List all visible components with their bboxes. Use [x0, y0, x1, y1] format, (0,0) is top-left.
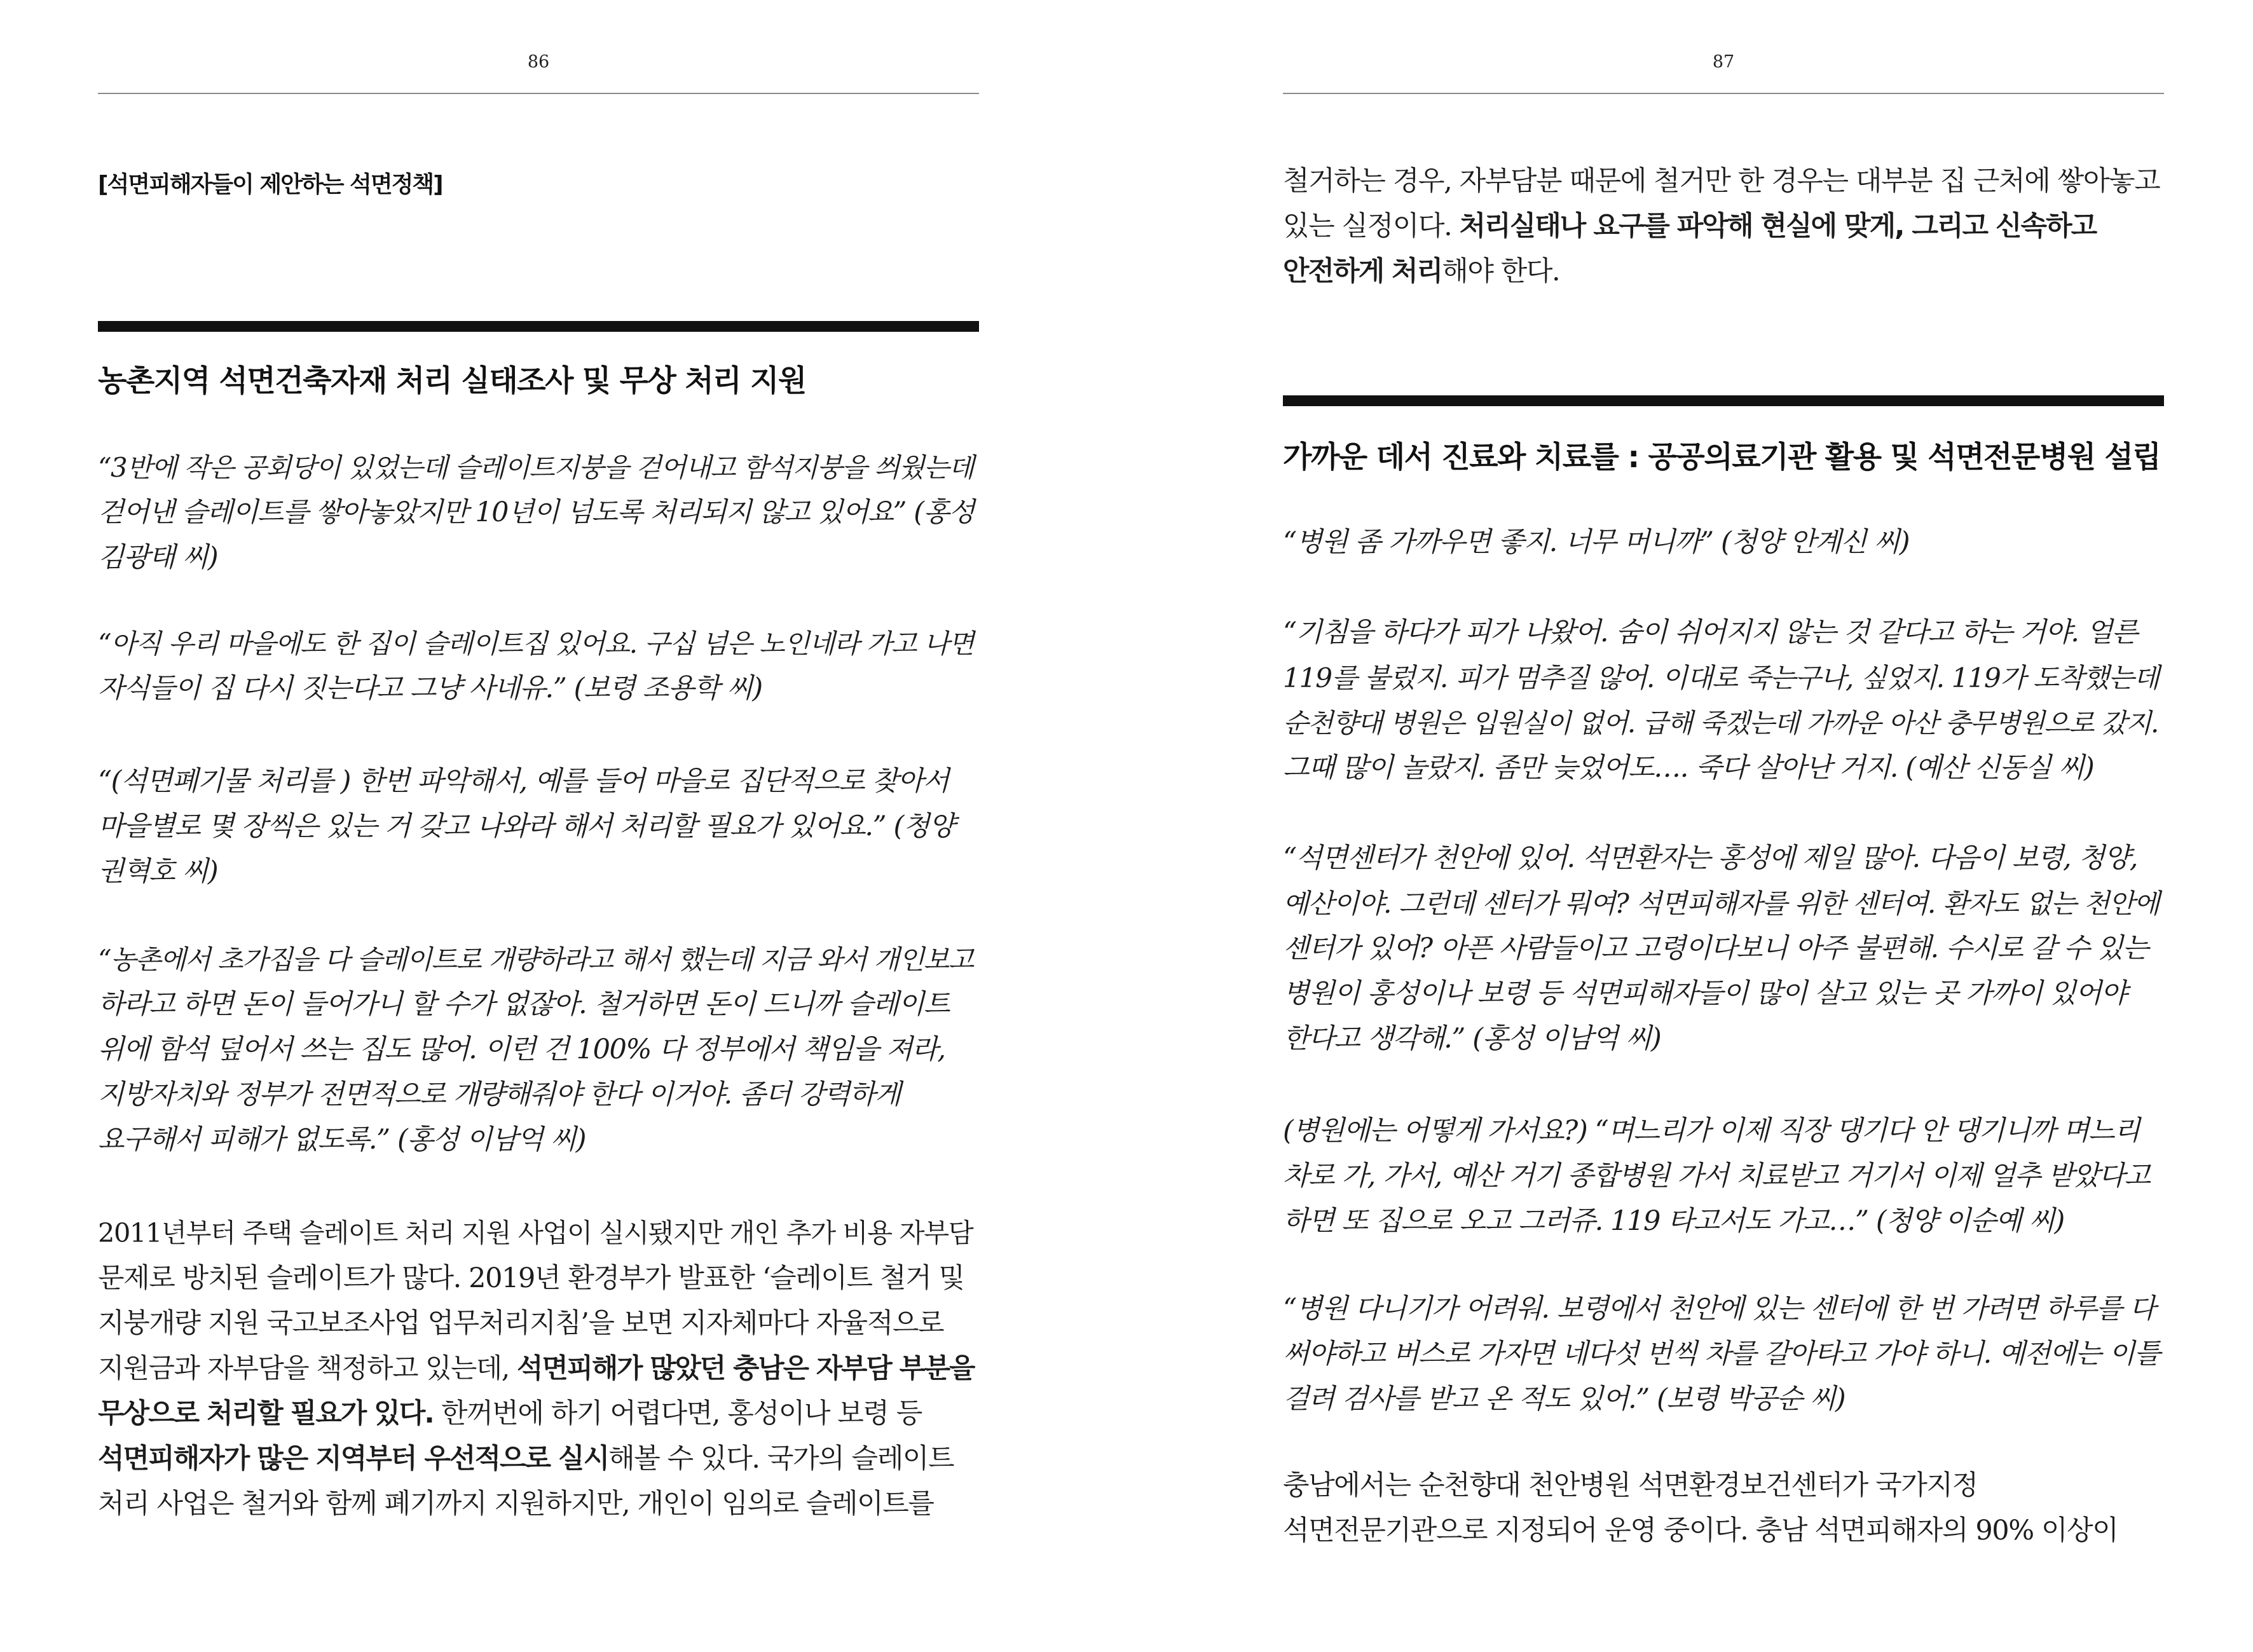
- quote-block: [1283, 520, 2164, 565]
- section-heading-left: 농촌지역 석면건축자재 처리 실태조사 및 무상 처리 지원: [98, 364, 806, 399]
- body-emphasis: 석면피해자가 많은 지역부터 우선적으로 실시: [98, 1443, 609, 1475]
- header-rule-left: [98, 93, 979, 94]
- quote-line: 권혁호 씨): [98, 856, 218, 887]
- page-number-left: 86: [527, 52, 550, 72]
- quote-block: [98, 621, 979, 711]
- body-emphasis: 석면피해가 많았던 충남은 자부담 부분을: [517, 1353, 975, 1384]
- quote-line: 그때 많이 놀랐지. 좀만 늦었어도…. 죽다 살아난 거지. (예산 신동실 씨): [1283, 752, 2094, 784]
- quote-block: [98, 937, 979, 1163]
- body-line: [1283, 249, 2164, 294]
- quote-block: [1283, 1287, 2164, 1422]
- body-text: 지원금과 자부담을 책정하고 있는데,: [98, 1353, 517, 1384]
- section-divider-right: [1283, 395, 2164, 406]
- section-divider-left: [98, 321, 979, 332]
- quote-line: 써야하고 버스로 가자면 네다섯 번씩 차를 갈아타고 가야 하니. 예전에는 이틀: [1283, 1338, 2160, 1370]
- quote-line: 병원이 홍성이나 보령 등 석면피해자들이 많이 살고 있는 곳 가까이 있어야: [1283, 978, 2126, 1009]
- quote-line: 하면 또 집으로 오고 그러쥬. 119 타고서도 가고…” (청양 이순예 씨): [1283, 1205, 2064, 1237]
- body-line: 철거하는 경우, 자부담분 때문에 철거만 한 경우는 대부분 집 근처에 쌓아놓고: [1283, 165, 2160, 197]
- quote-line: 걷어낸 슬레이트를 쌓아놓았지만 10년이 넘도록 처리되지 않고 있어요” (홍성: [98, 496, 975, 528]
- body-line: 석면전문기관으로 지정되어 운영 중이다. 충남 석면피해자의 90% 이상이: [1283, 1515, 2118, 1546]
- quote-line: “3반에 작은 공회당이 있었는데 슬레이트지붕을 걷어내고 함석지붕을 씌웠는데: [98, 452, 974, 483]
- body-emphasis: 처리실태나 요구를 파악해 현실에 맞게, 그리고 신속하고: [1459, 210, 2097, 242]
- quote-block: [1283, 610, 2164, 791]
- body-line: 2011년부터 주택 슬레이트 처리 지원 사업이 실시됐지만 개인 추가 비용 자부담: [98, 1218, 973, 1248]
- quote-line: “병원 좀 가까우면 좋지. 너무 머니까” (청양 안계신 씨): [1283, 526, 1910, 558]
- body-line: 지붕개량 지원 국고보조사업 업무처리지침’을 보면 지자체마다 자율적으로: [98, 1307, 944, 1339]
- body-line: 처리 사업은 철거와 함께 폐기까지 지원하지만, 개인이 임의로 슬레이트를: [98, 1488, 934, 1520]
- body-text: 해볼 수 있다. 국가의 슬레이트: [608, 1443, 954, 1475]
- quote-line: 센터가 있어? 아픈 사람들이고 고령이다보니 아주 불편해. 수시로 갈 수 있는: [1283, 932, 2148, 964]
- body-paragraph: [98, 1211, 979, 1527]
- quote-block: [98, 445, 979, 580]
- quote-line: 하라고 하면 돈이 들어가니 할 수가 없잖아. 철거하면 돈이 드니까 슬레이트: [98, 988, 950, 1020]
- quote-line: 요구해서 피해가 없도록.” (홍성 이남억 씨): [98, 1124, 586, 1156]
- quote-block: [1283, 836, 2164, 1062]
- quote-block: [98, 759, 979, 894]
- body-line: [1283, 204, 2164, 249]
- body-text: 있는 실정이다.: [1283, 210, 1460, 242]
- section-heading-right: 가까운 데서 진료와 치료를 : 공공의료기관 활용 및 석면전문병원 설립: [1283, 440, 2161, 475]
- body-emphasis: 안전하게 처리: [1283, 256, 1442, 287]
- quote-block: [1283, 1109, 2164, 1244]
- quote-line: 예산이야. 그런데 센터가 뭐여? 석면피해자를 위한 센터여. 환자도 없는 천안에: [1283, 888, 2160, 919]
- left-page: [98, 0, 979, 1652]
- body-emphasis: 무상으로 처리할 필요가 있다.: [98, 1398, 434, 1430]
- quote-line: 위에 함석 덮어서 쓰는 집도 많어. 이런 건 100% 다 정부에서 책임을 져라,: [98, 1034, 945, 1065]
- quote-line: “농촌에서 초가집을 다 슬레이트로 개량하라고 해서 했는데 지금 와서 개인보고: [98, 944, 973, 975]
- quote-line: 자식들이 집 다시 짓는다고 그냥 사네유.” (보령 조용학 씨): [98, 672, 762, 704]
- quote-line: 김광태 씨): [98, 542, 218, 573]
- quote-line: (병원에는 어떻게 가서요?) “며느리가 이제 직장 댕기다 안 댕기니까 며느리: [1283, 1115, 2140, 1147]
- body-text: 해야 한다.: [1442, 256, 1560, 287]
- section-label: [석면피해자들이 제안하는 석면정책]: [98, 172, 442, 198]
- body-line: 충남에서는 순천향대 천안병원 석면환경보건센터가 국가지정: [1283, 1470, 1978, 1501]
- quote-line: “병원 다니기가 어려워. 보령에서 천안에 있는 센터에 한 번 가려면 하루를 다: [1283, 1293, 2155, 1325]
- continued-paragraph: [1283, 159, 2164, 294]
- quote-line: “기침을 하다가 피가 나왔어. 숨이 쉬어지지 않는 것 같다고 하는 거야. 얼른: [1283, 617, 2138, 648]
- body-line: [98, 1391, 979, 1437]
- right-page: [1283, 0, 2164, 1652]
- quote-line: “아직 우리 마을에도 한 집이 슬레이트집 있어요. 구십 넘은 노인네라 가고 나면: [98, 628, 974, 659]
- header-rule-right: [1283, 93, 2164, 94]
- body-paragraph: [1283, 1463, 2164, 1553]
- body-line: 문제로 방치된 슬레이트가 많다. 2019년 환경부가 발표한 ‘슬레이트 철거 및: [98, 1262, 964, 1294]
- quote-line: “석면센터가 천안에 있어. 석면환자는 홍성에 제일 많아. 다음이 보령, 청양,: [1283, 842, 2138, 874]
- quote-line: 119를 불렀지. 피가 멈추질 않어. 이대로 죽는구나, 싶었지. 119가 도착했는데: [1283, 662, 2159, 693]
- body-line: [98, 1437, 979, 1482]
- quote-line: 걸려 검사를 받고 온 적도 있어.” (보령 박공순 씨): [1283, 1383, 1846, 1415]
- quote-line: 차로 가, 가서, 예산 거기 종합병원 가서 치료받고 거기서 이제 얼추 받았다고: [1283, 1160, 2150, 1192]
- quote-line: 마을별로 몇 장씩은 있는 거 갖고 나와라 해서 처리할 필요가 있어요.” (청양: [98, 810, 955, 842]
- body-line: [98, 1346, 979, 1391]
- quote-line: 순천향대 병원은 입원실이 없어. 급해 죽겠는데 가까운 아산 충무병원으로 갔지.: [1283, 707, 2158, 739]
- body-text: 한꺼번에 하기 어렵다면, 홍성이나 보령 등: [433, 1398, 922, 1430]
- quote-line: 지방자치와 정부가 전면적으로 개량해줘야 한다 이거야. 좀더 강력하게: [98, 1079, 901, 1110]
- quote-line: “(석면폐기물 처리를 ) 한번 파악해서, 예를 들어 마을로 집단적으로 찾아서: [98, 765, 949, 797]
- page-number-right: 87: [1712, 52, 1735, 72]
- quote-line: 한다고 생각해.” (홍성 이남억 씨): [1283, 1023, 1661, 1055]
